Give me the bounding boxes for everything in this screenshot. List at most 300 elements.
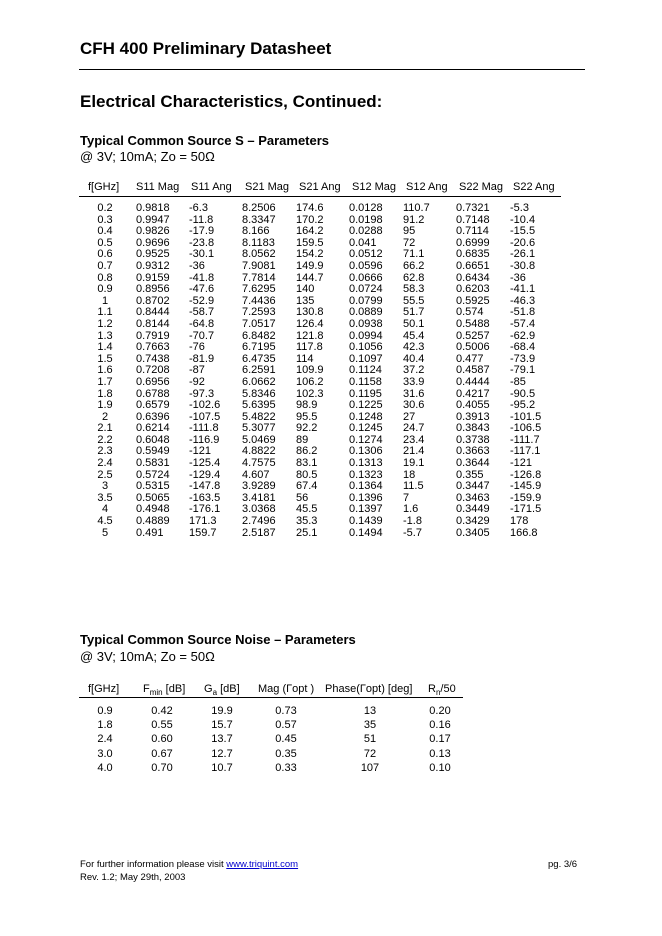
table-cell: 35 xyxy=(363,719,377,732)
table-cell: 89 xyxy=(296,433,309,446)
table-cell: 50.1 xyxy=(403,317,425,330)
table-cell: -1.8 xyxy=(403,515,422,528)
col-header-s11-ang: S11 Ang xyxy=(191,181,232,193)
col-header-freq: f[GHz] xyxy=(88,181,120,193)
table-cell: 51.7 xyxy=(403,306,425,319)
table-cell: 0.6396 xyxy=(136,410,170,423)
table-cell: 0.491 xyxy=(136,526,164,539)
table-cell: 56 xyxy=(296,491,309,504)
noise-col-rn-symbol: R xyxy=(428,683,436,695)
table-cell: 0.7208 xyxy=(136,364,170,377)
table-cell: 159.5 xyxy=(296,236,324,249)
table-cell: 0.9159 xyxy=(136,271,170,284)
table-cell: 1.8 xyxy=(97,719,113,732)
table-cell: 0.041 xyxy=(349,236,377,249)
table-cell: 0.5257 xyxy=(456,329,490,342)
noise-col-rn-subscript: n xyxy=(435,688,441,698)
table-cell: 0.35 xyxy=(275,747,297,760)
table-cell: 0.9525 xyxy=(136,248,170,261)
noise-col-ga-unit: [dB] xyxy=(217,683,240,695)
table-cell: 0.8956 xyxy=(136,283,170,296)
table-cell: 1.9 xyxy=(97,399,113,412)
table-cell: 98.9 xyxy=(296,399,318,412)
table-cell: 0.477 xyxy=(456,352,484,365)
table-cell: 149.9 xyxy=(296,259,324,272)
table-cell: -26.1 xyxy=(510,248,536,261)
table-cell: -10.4 xyxy=(510,213,536,226)
table-cell: -106.5 xyxy=(510,422,542,435)
table-cell: 0.0512 xyxy=(349,248,383,261)
table-cell: 30.6 xyxy=(403,399,425,412)
table-row xyxy=(0,284,662,296)
table-cell: 0.7663 xyxy=(136,341,170,354)
noise-col-rn xyxy=(428,683,456,697)
section-title: Electrical Characteristics, Continued: xyxy=(80,92,383,111)
table-cell: 8.0562 xyxy=(242,248,276,261)
table-cell: 2 xyxy=(101,410,109,423)
footer-revision: Rev. 1.2; May 29th, 2003 xyxy=(80,872,186,883)
table-cell: -111.7 xyxy=(510,433,540,446)
table-cell: 140 xyxy=(296,283,315,296)
table-cell: 0.0198 xyxy=(349,213,383,226)
table-row xyxy=(0,704,662,718)
table-cell: 67.4 xyxy=(296,480,318,493)
table-cell: -30.8 xyxy=(510,259,536,272)
table-cell: 27 xyxy=(403,410,416,423)
table-cell: 12.7 xyxy=(211,747,233,760)
table-cell: -23.8 xyxy=(189,236,215,249)
table-cell: 0.10 xyxy=(429,761,451,774)
table-cell: 71.1 xyxy=(403,248,425,261)
table-cell: 0.9 xyxy=(97,283,113,296)
table-row xyxy=(0,493,662,505)
table-cell: 0.8144 xyxy=(136,317,170,330)
table-cell: 0.0288 xyxy=(349,225,383,238)
table-cell: 5.0469 xyxy=(242,433,276,446)
table-cell: 0.355 xyxy=(456,468,484,481)
table-cell: 0.3913 xyxy=(456,410,490,423)
table-cell: 1.5 xyxy=(97,352,113,365)
table-cell: 25.1 xyxy=(296,526,318,539)
noise-col-fmin-unit: [dB] xyxy=(162,683,186,695)
noise-title: Typical Common Source Noise – Parameters xyxy=(80,632,356,647)
table-cell: 0.1397 xyxy=(349,503,383,516)
table-cell: 0.3447 xyxy=(456,480,490,493)
noise-col-ga xyxy=(204,683,240,697)
table-cell: 91.2 xyxy=(403,213,425,226)
table-cell: 117.8 xyxy=(296,341,323,354)
table-cell: -129.4 xyxy=(189,468,221,481)
table-cell: 7.0517 xyxy=(242,317,276,330)
table-cell: 2.7496 xyxy=(242,515,276,528)
table-cell: 72 xyxy=(403,236,416,249)
table-cell: 0.17 xyxy=(429,733,451,746)
table-cell: -121 xyxy=(189,445,212,458)
col-header-s21-mag: S21 Mag xyxy=(245,181,290,193)
table-cell: 0.5 xyxy=(97,236,113,249)
table-cell: 0.6214 xyxy=(136,422,170,435)
table-cell: 0.5949 xyxy=(136,445,170,458)
table-cell: 0.0666 xyxy=(349,271,383,284)
table-row xyxy=(0,458,662,470)
table-row xyxy=(0,732,662,746)
table-cell: 164.2 xyxy=(296,225,324,238)
table-cell: -111.8 xyxy=(189,422,219,435)
table-cell: 144.7 xyxy=(296,271,324,284)
table-cell: 18 xyxy=(403,468,416,481)
table-cell: -121 xyxy=(510,457,533,470)
table-cell: 3.9289 xyxy=(242,480,276,493)
table-cell: 0.3405 xyxy=(456,526,490,539)
table-cell: 0.1439 xyxy=(349,515,383,528)
table-cell: 0.5315 xyxy=(136,480,170,493)
table-cell: 5.3077 xyxy=(242,422,276,435)
table-cell: 1.6 xyxy=(403,503,419,516)
noise-header-rule xyxy=(79,697,463,698)
col-header-s22-ang: S22 Ang xyxy=(513,181,555,193)
table-cell: 102.3 xyxy=(296,387,324,400)
table-cell: 0.4055 xyxy=(456,399,490,412)
table-cell: 0.6835 xyxy=(456,248,490,261)
table-cell: 0.5006 xyxy=(456,341,490,354)
table-cell: 109.9 xyxy=(296,364,324,377)
table-cell: 51 xyxy=(363,733,377,746)
table-cell: 95.5 xyxy=(296,410,318,423)
table-cell: -58.7 xyxy=(189,306,215,319)
table-cell: 0.4889 xyxy=(136,515,170,528)
table-cell: 5.8346 xyxy=(242,387,276,400)
table-row xyxy=(0,400,662,412)
table-cell: 92.2 xyxy=(296,422,318,435)
table-cell: 0.70 xyxy=(151,761,173,774)
table-cell: 40.4 xyxy=(403,352,425,365)
table-cell: 0.5488 xyxy=(456,317,490,330)
datasheet-title: CFH 400 Preliminary Datasheet xyxy=(80,39,332,58)
table-cell: 8.2506 xyxy=(242,202,276,214)
table-cell: 0.4217 xyxy=(456,387,490,400)
table-cell: 0.3463 xyxy=(456,491,490,504)
table-cell: 0.55 xyxy=(151,719,173,732)
table-cell: 0.6999 xyxy=(456,236,490,249)
table-cell: 3.0 xyxy=(97,747,113,760)
table-cell: 3.5 xyxy=(97,491,113,504)
table-cell: 3 xyxy=(101,480,109,493)
table-cell: 0.67 xyxy=(151,747,173,760)
table-cell: 0.0799 xyxy=(349,294,383,307)
table-cell: 126.4 xyxy=(296,317,324,330)
table-cell: -92 xyxy=(189,375,205,388)
table-cell: 83.1 xyxy=(296,457,318,470)
table-cell: -41.8 xyxy=(189,271,215,284)
table-cell: -73.9 xyxy=(510,352,536,365)
header-divider xyxy=(79,69,585,70)
table-cell: -81.9 xyxy=(189,352,215,365)
table-cell: 0.9818 xyxy=(136,202,170,214)
noise-col-mag: Mag (Γopt ) xyxy=(258,683,315,695)
table-cell: 166.8 xyxy=(510,526,538,539)
table-cell: -52.9 xyxy=(189,294,215,307)
table-cell: -125.4 xyxy=(189,457,221,470)
table-cell: 0.5831 xyxy=(136,457,170,470)
table-row xyxy=(0,377,662,389)
table-cell: 0.1323 xyxy=(349,468,383,481)
table-cell: 23.4 xyxy=(403,433,425,446)
table-cell: 33.9 xyxy=(403,375,425,388)
table-row xyxy=(0,203,662,215)
table-cell: 135 xyxy=(296,294,315,307)
table-cell: 2.2 xyxy=(97,433,113,446)
triquint-link[interactable]: www.triquint.com xyxy=(226,859,299,870)
table-cell: 121.8 xyxy=(296,329,324,342)
table-cell: 0.3 xyxy=(97,213,113,226)
table-cell: 6.7195 xyxy=(242,341,276,354)
table-cell: 7.7814 xyxy=(242,271,276,284)
table-cell: 1.7 xyxy=(97,375,113,388)
table-cell: 7.9081 xyxy=(242,259,276,272)
noise-col-fmin-symbol: F xyxy=(143,683,150,695)
table-cell: -147.8 xyxy=(189,480,221,493)
table-cell: 0.1225 xyxy=(349,399,383,412)
table-cell: 19.1 xyxy=(403,457,425,470)
table-cell: 0.9312 xyxy=(136,259,170,272)
table-cell: 170.2 xyxy=(296,213,324,226)
table-cell: 0.3449 xyxy=(456,503,490,516)
table-cell: -107.5 xyxy=(189,410,221,423)
table-cell: 7 xyxy=(403,491,410,504)
table-cell: 6.4735 xyxy=(242,352,276,365)
table-cell: 0.574 xyxy=(456,306,484,319)
table-cell: 4 xyxy=(101,503,109,516)
noise-col-freq: f[GHz] xyxy=(88,683,120,695)
table-cell: 114 xyxy=(296,352,314,365)
table-cell: 72 xyxy=(363,747,377,760)
table-cell: 0.2 xyxy=(97,202,113,214)
table-cell: -57.4 xyxy=(510,317,536,330)
col-header-s12-ang: S12 Ang xyxy=(406,181,448,193)
table-cell: -62.9 xyxy=(510,329,536,342)
table-cell: 0.1158 xyxy=(349,375,382,388)
table-cell: 2.1 xyxy=(97,422,113,435)
table-cell: 0.3738 xyxy=(456,433,490,446)
table-cell: -5.3 xyxy=(510,202,529,214)
table-cell: 6.8482 xyxy=(242,329,276,342)
table-cell: 0.7919 xyxy=(136,329,170,342)
table-cell: 2.3 xyxy=(97,445,113,458)
table-cell: 7.4436 xyxy=(242,294,276,307)
table-cell: -90.5 xyxy=(510,387,536,400)
table-cell: 8.3347 xyxy=(242,213,276,226)
table-cell: 0.8702 xyxy=(136,294,170,307)
table-cell: 106.2 xyxy=(296,375,324,388)
table-cell: 35.3 xyxy=(296,515,318,528)
table-cell: 1.8 xyxy=(97,387,113,400)
table-cell: 1.6 xyxy=(97,364,113,377)
table-cell: 2.4 xyxy=(97,733,113,746)
table-row xyxy=(0,718,662,732)
table-cell: 2.5187 xyxy=(242,526,276,539)
table-cell: -79.1 xyxy=(510,364,536,377)
table-cell: 0.6434 xyxy=(456,271,490,284)
table-cell: -36 xyxy=(189,259,205,272)
table-cell: -36 xyxy=(510,271,526,284)
table-cell: -70.7 xyxy=(189,329,215,342)
table-cell: -30.1 xyxy=(189,248,215,261)
table-cell: -97.3 xyxy=(189,387,215,400)
table-cell: 0.0938 xyxy=(349,317,383,330)
noise-col-ga-symbol: G xyxy=(204,683,213,695)
table-cell: 31.6 xyxy=(403,387,425,400)
table-cell: 15.7 xyxy=(211,719,233,732)
table-cell: 0.3843 xyxy=(456,422,490,435)
table-cell: 1.2 xyxy=(97,317,113,330)
table-cell: 0.6048 xyxy=(136,433,170,446)
table-cell: 4.7575 xyxy=(242,457,276,470)
table-cell: 0.1124 xyxy=(349,364,382,377)
table-cell: 0.6651 xyxy=(456,259,490,272)
sparams-condition: @ 3V; 10mA; Zo = 50Ω xyxy=(80,149,215,164)
noise-col-ga-subscript: a xyxy=(212,688,218,698)
table-cell: 24.7 xyxy=(403,422,425,435)
col-header-s11-mag: S11 Mag xyxy=(136,181,180,193)
table-cell: -15.5 xyxy=(510,225,536,238)
table-cell: 0.57 xyxy=(275,719,297,732)
table-cell: 0.4587 xyxy=(456,364,490,377)
table-cell: 0.3644 xyxy=(456,457,490,470)
table-cell: 0.1195 xyxy=(349,387,382,400)
table-cell: 0.6 xyxy=(97,248,113,261)
table-cell: 0.1306 xyxy=(349,445,383,458)
table-cell: 178 xyxy=(510,515,529,528)
table-cell: -51.8 xyxy=(510,306,536,319)
table-cell: 21.4 xyxy=(403,445,425,458)
table-cell: 174.6 xyxy=(296,202,324,214)
table-cell: 0.6203 xyxy=(456,283,490,296)
table-cell: 0.8 xyxy=(97,271,113,284)
table-cell: 7.2593 xyxy=(242,306,276,319)
table-cell: 45.5 xyxy=(296,503,318,516)
table-cell: 80.5 xyxy=(296,468,318,481)
table-cell: 110.7 xyxy=(403,202,430,214)
table-cell: -68.4 xyxy=(510,341,536,354)
table-cell: 4.5 xyxy=(97,515,113,528)
table-cell: 6.2591 xyxy=(242,364,276,377)
table-cell: -5.7 xyxy=(403,526,422,539)
table-cell: 0.7 xyxy=(97,259,113,272)
table-cell: 0.73 xyxy=(275,705,297,717)
table-cell: 0.6956 xyxy=(136,375,170,388)
table-cell: -41.1 xyxy=(510,283,536,296)
sparams-title: Typical Common Source S – Parameters xyxy=(80,133,330,148)
table-cell: 10.7 xyxy=(211,761,233,774)
table-cell: 0.33 xyxy=(275,761,297,774)
table-cell: 0.0596 xyxy=(349,259,383,272)
table-cell: 37.2 xyxy=(403,364,425,377)
table-cell: 0.3429 xyxy=(456,515,490,528)
table-cell: 0.7114 xyxy=(456,225,489,238)
table-cell: 154.2 xyxy=(296,248,324,261)
table-row xyxy=(0,319,662,331)
col-header-s22-mag: S22 Mag xyxy=(459,181,504,193)
table-cell: -176.1 xyxy=(189,503,221,516)
sparams-table-body xyxy=(0,203,662,539)
table-cell: 0.6579 xyxy=(136,399,170,412)
table-cell: 0.4 xyxy=(97,225,113,238)
table-cell: 8.166 xyxy=(242,225,270,238)
table-cell: 0.9826 xyxy=(136,225,170,238)
table-cell: 0.7321 xyxy=(456,202,490,214)
table-cell: 0.20 xyxy=(429,705,451,717)
table-cell: -17.9 xyxy=(189,225,215,238)
table-cell: 1 xyxy=(101,294,109,307)
table-cell: -145.9 xyxy=(510,480,542,493)
table-cell: 0.1097 xyxy=(349,352,383,365)
table-cell: 8.1183 xyxy=(242,236,275,249)
table-cell: 86.2 xyxy=(296,445,318,458)
table-cell: 159.7 xyxy=(189,526,217,539)
table-cell: -47.6 xyxy=(189,283,215,296)
table-cell: -64.8 xyxy=(189,317,215,330)
table-cell: 0.1313 xyxy=(349,457,383,470)
table-cell: 0.1056 xyxy=(349,341,383,354)
table-cell: 171.3 xyxy=(189,515,217,528)
page-number: pg. 3/6 xyxy=(548,859,578,870)
table-cell: 0.0128 xyxy=(349,202,383,214)
col-header-s12-mag: S12 Mag xyxy=(352,181,397,193)
noise-col-fmin-subscript: min xyxy=(149,688,163,698)
table-cell: 0.60 xyxy=(151,733,173,746)
table-cell: 2.4 xyxy=(97,457,113,470)
table-cell: 66.2 xyxy=(403,259,425,272)
table-cell: 11.5 xyxy=(403,480,424,493)
table-cell: -85 xyxy=(510,375,526,388)
table-cell: 0.5925 xyxy=(456,294,490,307)
table-cell: 1.1 xyxy=(97,306,113,319)
table-cell: 0.1396 xyxy=(349,491,383,504)
noise-col-rn-unit: /50 xyxy=(440,683,456,695)
table-cell: 0.1494 xyxy=(349,526,383,539)
table-row xyxy=(0,516,662,528)
table-cell: 4.0 xyxy=(97,761,113,774)
table-cell: 4.8822 xyxy=(242,445,276,458)
table-cell: 0.16 xyxy=(429,719,451,732)
table-cell: -6.3 xyxy=(189,202,208,214)
table-cell: 19.9 xyxy=(211,705,233,717)
table-cell: -46.3 xyxy=(510,294,536,307)
table-cell: 55.5 xyxy=(403,294,425,307)
table-cell: -117.1 xyxy=(510,445,541,458)
table-cell: -20.6 xyxy=(510,236,536,249)
table-cell: -159.9 xyxy=(510,491,542,504)
table-cell: 5.6395 xyxy=(242,399,276,412)
table-cell: 2.5 xyxy=(97,468,113,481)
table-cell: 3.4181 xyxy=(242,491,276,504)
table-cell: 0.1248 xyxy=(349,410,383,423)
table-cell: 0.42 xyxy=(151,705,173,717)
table-cell: 62.8 xyxy=(403,271,425,284)
table-cell: 0.5065 xyxy=(136,491,170,504)
table-cell: 0.0724 xyxy=(349,283,383,296)
noise-condition: @ 3V; 10mA; Zo = 50Ω xyxy=(80,649,215,664)
table-cell: 1.4 xyxy=(97,341,113,354)
table-cell: 0.9696 xyxy=(136,236,170,249)
table-cell: 0.3663 xyxy=(456,445,490,458)
table-cell: 0.7148 xyxy=(456,213,490,226)
table-cell: -171.5 xyxy=(510,503,542,516)
col-header-s21-ang: S21 Ang xyxy=(299,181,341,193)
footer-info xyxy=(80,859,298,870)
table-cell: 13 xyxy=(363,705,377,717)
table-row xyxy=(0,528,662,540)
